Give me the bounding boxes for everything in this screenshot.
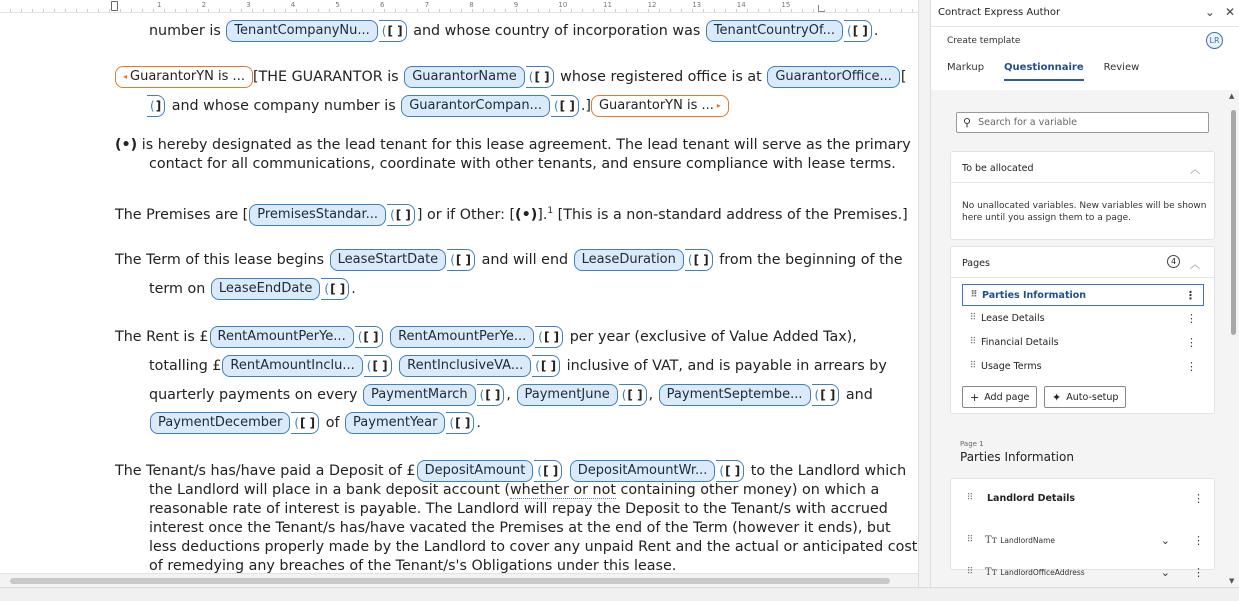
field-bracket[interactable]: ( [ ]	[355, 326, 383, 348]
paragraph-deposit-6	[149, 556, 676, 573]
field-payment-september[interactable]: PaymentSeptembe...	[659, 384, 811, 406]
page-item-usage-terms[interactable]	[962, 355, 1204, 377]
panel-body	[931, 90, 1239, 587]
button-label: Auto-setup	[1066, 391, 1119, 403]
page-item-lease-details[interactable]	[962, 307, 1204, 329]
text: The Premises are [	[115, 206, 249, 223]
paragraph-tenant-company	[149, 20, 878, 42]
field-bracket[interactable]: ( [ ]	[812, 384, 840, 406]
text: number is	[149, 23, 221, 39]
divider	[931, 26, 1239, 27]
paragraph-guarantor-cont	[147, 95, 729, 117]
paragraph-deposit-2	[149, 480, 879, 500]
ruler-number: 8	[469, 1, 474, 9]
paragraph-lead-tenant-cont	[149, 154, 896, 174]
text: .	[873, 23, 879, 39]
text: .	[351, 281, 356, 297]
text: [This is a non-standard address of the Premises.]	[553, 206, 908, 223]
drag-handle-icon[interactable]: ⠿	[966, 535, 974, 545]
chevron-down-icon[interactable]: ⌄	[1160, 565, 1170, 579]
text-type-icon: Tт	[985, 534, 998, 546]
field-bracket[interactable]: ( [ ]	[685, 249, 713, 271]
close-icon[interactable]: ✕	[1224, 5, 1235, 19]
text: ,	[506, 387, 511, 403]
text: .]	[580, 98, 591, 114]
text: whose registered office is at	[560, 69, 762, 85]
panel-subtitle: Create template	[947, 36, 1021, 46]
field-guarantor-office[interactable]: GuarantorOffice...	[767, 66, 900, 88]
field-rent-amount-inclusive[interactable]: RentAmountInclu...	[222, 355, 362, 377]
ruler-number: 9	[513, 1, 519, 9]
ruler-number: 11	[603, 1, 612, 9]
ruler-number: 3	[246, 1, 251, 9]
text: of remedying any breaches of the Tenant/s's Obligations under this lease.	[149, 558, 677, 573]
tab-review[interactable]: Review	[1103, 62, 1140, 73]
field-bracket[interactable]: ( [ ]	[321, 278, 349, 300]
field-lease-duration[interactable]: LeaseDuration	[574, 249, 684, 271]
condition-marker-icon: ▸	[716, 101, 721, 110]
scroll-up-icon[interactable]: ▲	[1229, 92, 1235, 100]
text: to the Landlord which	[750, 463, 907, 479]
variable-name: LandlordName	[1000, 535, 1056, 545]
text: The Term of this lease begins	[115, 252, 325, 268]
chevron-down-icon[interactable]: ⌄	[1160, 533, 1170, 547]
text-flagged[interactable]: whether or not	[509, 482, 616, 498]
text: and will end	[481, 252, 569, 268]
scrollbar-thumb[interactable]	[10, 578, 890, 584]
page-item-label: Usage Terms	[981, 360, 1042, 372]
paragraph-rent-2	[149, 355, 887, 377]
drag-handle-icon[interactable]: ⠿	[966, 493, 974, 503]
ruler-number: 13	[692, 1, 702, 9]
field-bracket[interactable]: ( [ ]	[526, 66, 554, 88]
text: containing other money) on which a	[615, 482, 880, 498]
paragraph-deposit-1	[115, 460, 906, 482]
document-horizontal-scrollbar[interactable]	[0, 573, 918, 587]
field-bracket[interactable]: ( [ ]	[379, 20, 407, 42]
plus-icon: +	[970, 390, 980, 404]
more-options-icon[interactable]: ⋮	[1193, 491, 1204, 505]
text: ,	[648, 387, 654, 403]
paragraph-deposit-3	[149, 499, 888, 519]
field-tenant-company-number[interactable]: TenantCompanyNu...	[226, 20, 377, 42]
panel-vertical-scrollbar[interactable]	[1228, 90, 1239, 587]
paragraph-term-cont	[149, 278, 356, 300]
text: The Tenant/s has/have paid a Deposit of £	[115, 463, 416, 479]
chevron-up-icon[interactable]: ︿	[1190, 260, 1200, 271]
ruler-number: 1	[157, 1, 162, 9]
sparkle-icon: ✦	[1052, 390, 1062, 404]
variable-name: LandlordOfficeAddress	[1000, 567, 1085, 577]
paragraph-deposit-4	[149, 518, 891, 538]
text: less deductions properly made by the Landlord to cover any unpaid Rent and the actual or anticipated cost	[149, 539, 918, 555]
drag-handle-icon[interactable]: ⠿	[970, 290, 978, 300]
contract-express-panel	[930, 0, 1239, 587]
field-lease-start-date[interactable]: LeaseStartDate	[330, 249, 447, 271]
ruler-number: 2	[201, 1, 207, 9]
page-number-label: Page 1	[960, 440, 984, 448]
panel-controls	[1205, 5, 1235, 19]
text: per year (exclusive of Value Added Tax),	[569, 329, 857, 345]
divider	[951, 182, 1214, 183]
more-options-icon[interactable]: ⋮	[1186, 311, 1197, 325]
paragraph-lead-tenant	[115, 135, 911, 155]
field-payment-year[interactable]: PaymentYear	[345, 412, 445, 434]
section-header[interactable]	[951, 479, 1216, 517]
field-bracket[interactable]: ( [ ]	[619, 384, 647, 406]
text: ] or if Other: [	[416, 206, 516, 223]
drag-handle-icon[interactable]: ⠿	[966, 567, 974, 577]
search-placeholder: Search for a variable	[978, 117, 1077, 128]
ruler-number: 4	[290, 1, 296, 9]
paragraph-term	[115, 249, 903, 271]
condition-label: GuarantorYN is ...	[130, 69, 245, 84]
field-bracket[interactable]: ( ]	[147, 95, 165, 117]
ruler-number: 6	[380, 1, 385, 9]
indent-marker[interactable]	[111, 1, 118, 11]
pages-card	[950, 246, 1215, 414]
text: from the beginning of the	[719, 252, 903, 268]
field-bracket[interactable]: ( [ ]	[291, 412, 319, 434]
text: is hereby designated as the lead tenant for this lease agreement. The lead tenant will serve as the primary	[141, 137, 911, 153]
text: contact for all communications, coordinate with other tenants, and ensure compliance with lease terms.	[149, 156, 896, 172]
paragraph-premises	[115, 201, 908, 226]
field-payment-december[interactable]: PaymentDecember	[150, 412, 290, 434]
unallocated-message: No unallocated variables. New variables will be shown here until you assign them to a page.	[962, 201, 1207, 223]
field-bracket[interactable]: ( [ ]	[447, 249, 475, 271]
status-bar	[0, 587, 1239, 601]
ruler-number: 10	[558, 1, 568, 9]
section-card-landlord-details[interactable]	[950, 478, 1215, 579]
paragraph-guarantor	[115, 66, 907, 88]
panel-title: Contract Express Author	[938, 7, 1061, 18]
paragraph-rent-4	[149, 412, 481, 434]
field-lease-end-date[interactable]: LeaseEndDate	[211, 278, 321, 300]
text: totalling £	[149, 358, 222, 374]
add-page-button[interactable]	[962, 386, 1037, 408]
ruler-number: 12	[647, 1, 657, 9]
text: reasonable rate of interest is payable. The Landlord will repay the Deposit to the Tenant/s with accrued	[149, 501, 888, 517]
ruler-number: 5	[335, 1, 340, 9]
field-bracket[interactable]: ( [ ]	[446, 412, 474, 434]
text: [	[900, 69, 907, 85]
variable-row-landlord-office-address[interactable]	[951, 557, 1216, 587]
text: inclusive of VAT, and is payable in arrears by	[566, 358, 887, 374]
ruler-number: 14	[736, 1, 746, 9]
field-premises-standard[interactable]: PremisesStandar...	[249, 204, 386, 226]
card-title: To be allocated	[962, 163, 1034, 174]
more-options-icon[interactable]: ⋮	[1193, 533, 1204, 547]
text: interest once the Tenant/s has/have vacated the Premises at the end of the Term (however it ends), but	[149, 520, 891, 536]
field-guarantor-company[interactable]: GuarantorCompan...	[401, 95, 550, 117]
field-rent-amount-per-year[interactable]: RentAmountPerYe...	[210, 326, 354, 348]
button-label: Add page	[984, 391, 1030, 403]
field-bracket[interactable]: ( [ ]	[477, 384, 505, 406]
text: .	[476, 415, 481, 431]
page-item-label: Lease Details	[981, 312, 1045, 324]
footnote-ref[interactable]: 1	[547, 206, 554, 216]
placeholder-bullet[interactable]: (•)	[515, 206, 538, 223]
field-bracket[interactable]: ( [ ]	[534, 460, 562, 482]
field-bracket[interactable]: ( [ ]	[844, 20, 872, 42]
field-guarantor-name[interactable]: GuarantorName	[404, 66, 525, 88]
page-item-label: Financial Details	[981, 336, 1059, 348]
condition-marker-icon: ◂	[123, 72, 128, 81]
more-options-icon[interactable]: ⋮	[1186, 335, 1197, 349]
field-rent-inclusive-vat[interactable]: RentInclusiveVA...	[399, 355, 531, 377]
field-bracket[interactable]: ( [ ]	[551, 95, 579, 117]
field-payment-march[interactable]: PaymentMarch	[363, 384, 476, 406]
text: and whose country of incorporation was	[413, 23, 701, 39]
text: [THE GUARANTOR is	[252, 69, 399, 85]
field-tenant-country[interactable]: TenantCountryOf...	[706, 20, 843, 42]
pane-splitter[interactable]	[918, 0, 930, 587]
avatar[interactable]: LR	[1206, 32, 1223, 49]
page-item-label: Parties Information	[982, 289, 1087, 301]
tab-questionnaire[interactable]: Questionnaire	[1004, 62, 1084, 81]
horizontal-ruler[interactable]	[0, 0, 918, 13]
more-options-icon[interactable]: ⋮	[1193, 565, 1204, 579]
field-bracket[interactable]: ( [ ]	[535, 326, 563, 348]
card-title: Pages	[962, 258, 990, 269]
chevron-up-icon[interactable]: ︿	[1190, 165, 1200, 176]
condition-label: GuarantorYN is ...	[598, 98, 714, 113]
panel-tabs	[947, 62, 1139, 81]
divider	[951, 277, 1214, 278]
paragraph-rent-3	[149, 384, 873, 406]
field-bracket[interactable]: ( [ ]	[387, 204, 415, 226]
variable-row-landlord-name[interactable]	[951, 525, 1216, 555]
search-icon: ⚲	[963, 116, 972, 129]
field-payment-june[interactable]: PaymentJune	[517, 384, 618, 406]
condition-guarantor-start[interactable]	[115, 66, 253, 88]
placeholder-bullet[interactable]: (•)	[115, 137, 138, 153]
page-title: Parties Information	[960, 450, 1074, 464]
chevron-down-icon[interactable]: ⌄	[1204, 5, 1215, 19]
drag-handle-icon[interactable]: ⠿	[969, 361, 977, 371]
right-margin-marker[interactable]	[818, 5, 825, 12]
auto-setup-button[interactable]	[1044, 386, 1126, 408]
drag-handle-icon[interactable]: ⠿	[969, 313, 977, 323]
text: of	[325, 415, 340, 431]
text: the Landlord will place in a bank deposit account (	[149, 482, 510, 498]
more-options-icon[interactable]: ⋮	[1185, 288, 1196, 302]
more-options-icon[interactable]: ⋮	[1186, 359, 1197, 373]
ruler-number: 7	[424, 1, 430, 9]
drag-handle-icon[interactable]: ⠿	[969, 337, 977, 347]
to-be-allocated-card	[950, 151, 1215, 240]
ruler-number: 15	[781, 1, 791, 9]
field-deposit-amount-words[interactable]: DepositAmountWr...	[570, 460, 716, 482]
paragraph-deposit-5	[149, 537, 917, 557]
field-bracket[interactable]: ( [ ]	[364, 355, 392, 377]
tab-markup[interactable]: Markup	[947, 62, 985, 73]
text: and whose company number is	[171, 98, 396, 114]
field-rent-amount-per-year-words[interactable]: RentAmountPerYe...	[390, 326, 534, 348]
pages-count-badge: 4	[1167, 255, 1180, 268]
field-deposit-amount[interactable]: DepositAmount	[417, 460, 534, 482]
page-item-financial-details[interactable]	[962, 331, 1204, 353]
text: The Rent is £	[115, 329, 209, 345]
text: term on	[149, 281, 206, 297]
scroll-down-icon[interactable]: ▼	[1229, 577, 1235, 585]
section-title: Landlord Details	[987, 492, 1076, 504]
text: ].	[537, 206, 548, 223]
text: and	[845, 387, 873, 403]
scrollbar-thumb[interactable]	[1231, 110, 1236, 335]
search-input[interactable]	[956, 112, 1209, 133]
text: quarterly payments on every	[149, 387, 358, 403]
field-bracket[interactable]: ( [ ]	[532, 355, 560, 377]
text-type-icon: Tт	[985, 566, 998, 578]
condition-guarantor-end[interactable]	[591, 95, 729, 117]
field-bracket[interactable]: ( [ ]	[716, 460, 744, 482]
page-item-parties-information[interactable]	[962, 284, 1204, 306]
paragraph-rent-1	[115, 326, 857, 348]
